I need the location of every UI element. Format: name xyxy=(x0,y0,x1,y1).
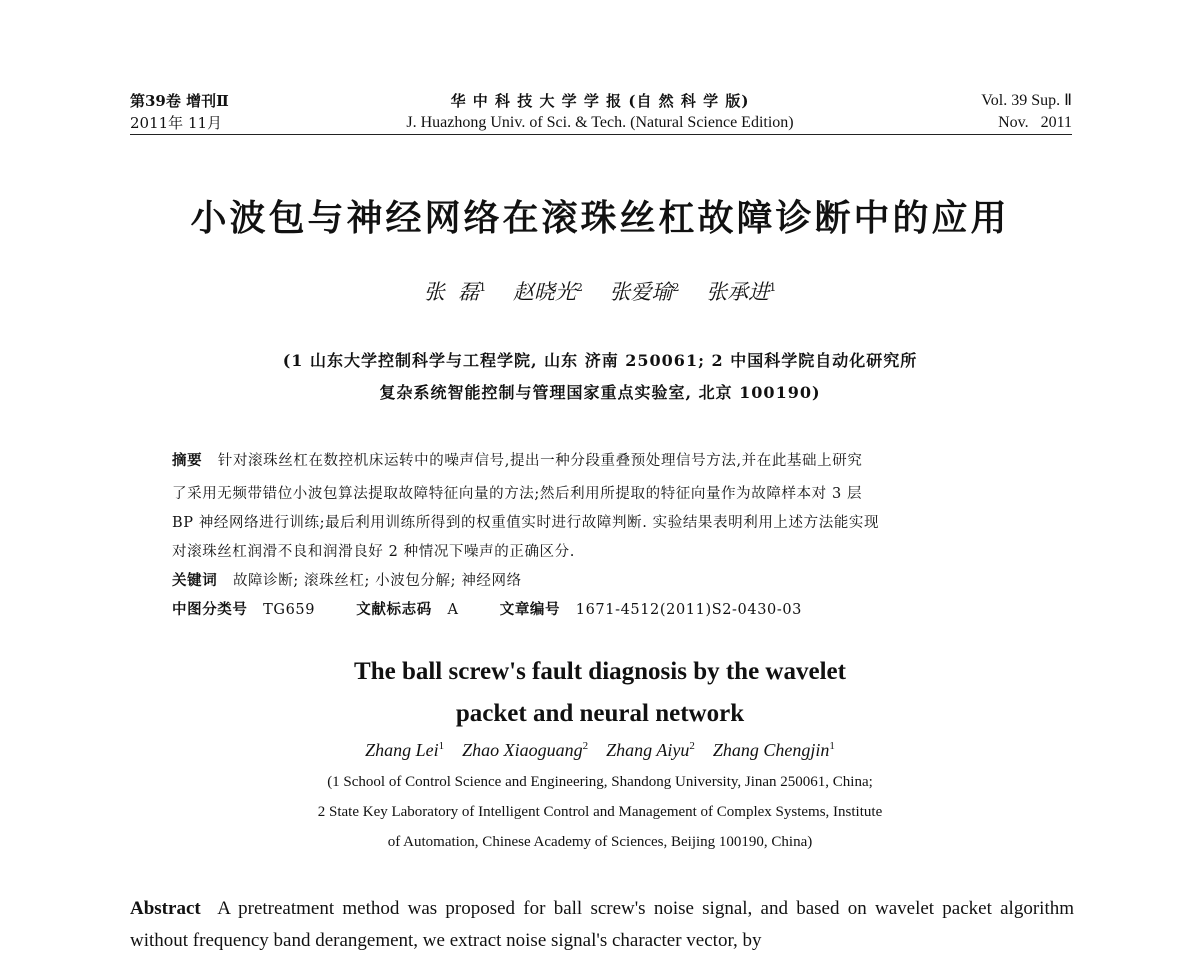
doc-code-label: 文献标志码 xyxy=(356,602,432,618)
abstract-cn-line3: BP 神经网络进行训练;最后利用训练所得到的权重值实时进行故障判断. 实验结果表明利用上述方法能实现 xyxy=(172,515,880,531)
header-volume: 第39卷 增刊Ⅱ xyxy=(130,92,229,110)
author-cn-4: 张承进$^1$ xyxy=(706,280,777,304)
affiliation-en-line2: 2 State Key Laboratory of Intelligent Control and Management of Complex Systems, Institute xyxy=(317,804,883,820)
title-en-line1: The ball screw's fault diagnosis by the wavelet xyxy=(354,658,846,685)
author-cn-2: 赵晓光$^2$ xyxy=(512,280,583,304)
abstract-en xyxy=(130,893,1074,957)
keywords-cn xyxy=(172,569,522,590)
keywords-cn-label: 关键词 xyxy=(172,573,218,589)
doc-code-value: A xyxy=(447,602,459,618)
clc-label: 中图分类号 xyxy=(172,602,248,618)
abstract-cn-label: 摘要 xyxy=(172,453,203,469)
classification-line xyxy=(172,598,802,619)
title-en-line2: packet and neural network xyxy=(455,700,745,727)
affiliation-cn-line2: 复杂系统智能控制与管理国家重点实验室, 北京 100190) xyxy=(379,383,821,402)
author-cn-3: 张爱瑜$^2$ xyxy=(609,280,680,304)
article-no-label: 文章编号 xyxy=(499,602,561,618)
keywords-cn-text: 故障诊断; 滚珠丝杠; 小波包分解; 神经网络 xyxy=(232,573,522,589)
affiliation-en-line1: (1 School of Control Science and Engineering, Shandong University, Jinan 250061, China; xyxy=(327,774,873,790)
header-journal-cn: 华 中 科 技 大 学 学 报 (自 然 科 学 版) xyxy=(450,92,750,110)
header-journal-en: J. Huazhong Univ. of Sci. & Tech. (Natural Science Edition) xyxy=(406,114,794,131)
header-rule xyxy=(130,134,1072,135)
author-en-3: Zhang Aiyu$^2$ xyxy=(606,740,695,760)
author-en-1: Zhang Lei$^1$ xyxy=(365,740,445,760)
authors-cn xyxy=(0,276,1200,306)
header-vol-en: Vol. 39 Sup. Ⅱ xyxy=(981,92,1072,109)
author-en-4: Zhang Chengjin$^1$ xyxy=(712,740,835,760)
clc-value: TG659 xyxy=(263,602,316,618)
abstract-cn-line2: 了采用无频带错位小波包算法提取故障特征向量的方法;然后利用所提取的特征向量作为故障样本对 3 层 xyxy=(172,486,863,502)
abstract-en-label: Abstract xyxy=(130,898,201,919)
abstract-cn-line1: 摘要 针对滚珠丝杠在数控机床运转中的噪声信号,提出一种分段重叠预处理信号方法,并在此基础上研究 xyxy=(172,453,863,469)
abstract-cn-line4: 对滚珠丝杠润滑不良和润滑良好 2 种情况下噪声的正确区分. xyxy=(172,544,575,560)
authors-en xyxy=(0,740,1200,761)
author-cn-1: 张 磊$^1$ xyxy=(423,280,487,304)
affiliation-en-line3: of Automation, Chinese Academy of Sciences, Beijing 100190, China) xyxy=(387,834,813,850)
header-date-en: Nov. 2011 xyxy=(998,114,1072,131)
affiliation-cn-line1: (1 山东大学控制科学与工程学院, 山东 济南 250061; 2 中国科学院自动化研究所 xyxy=(282,351,918,370)
author-en-2: Zhao Xiaoguang$^2$ xyxy=(462,740,589,760)
article-no-value: 1671-4512(2011)S2-0430-03 xyxy=(575,602,803,618)
header-date: 2011年 11月 xyxy=(130,114,223,132)
title-cn: 小波包与神经网络在滚珠丝杠故障诊断中的应用 xyxy=(190,198,1010,239)
abstract-en-text: A pretreatment method was proposed for ball screw's noise signal, and based on wavelet packet algorithm without frequency band derangement, we extract noise signal's character vector, by xyxy=(130,898,1075,951)
